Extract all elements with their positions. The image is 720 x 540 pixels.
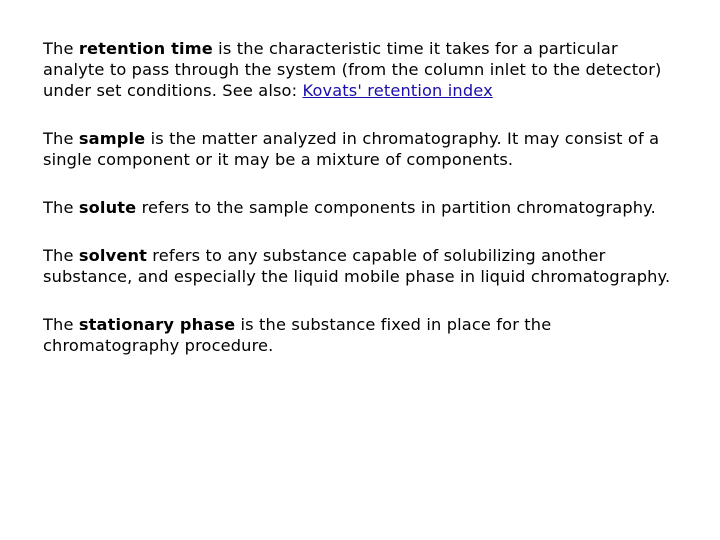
paragraph-retention-time xyxy=(43,38,683,101)
term-solvent: solvent xyxy=(78,246,148,265)
paragraph-text: is the characteristic time it takes for a particular analyte to pass through the system (from the column inlet to the detector) under set conditions. See also: xyxy=(43,39,662,100)
paragraph-solvent xyxy=(43,245,683,287)
document-body xyxy=(43,38,683,383)
paragraph-lead: The xyxy=(43,246,79,265)
paragraph-lead: The xyxy=(43,39,79,58)
paragraph-solute xyxy=(43,197,683,218)
term-solute: solute xyxy=(78,198,137,217)
term-sample: sample xyxy=(78,129,146,148)
paragraph-text: is the substance fixed in place for the chromatography procedure. xyxy=(43,315,552,355)
paragraph-text: refers to any substance capable of solubilizing another substance, and especially the liquid mobile phase in liquid chromatography. xyxy=(43,246,671,286)
term-stationary-phase: stationary phase xyxy=(78,315,236,334)
paragraph-lead: The xyxy=(43,315,79,334)
paragraph-lead: The xyxy=(43,129,79,148)
paragraph-stationary-phase xyxy=(43,314,683,356)
paragraph-lead: The xyxy=(43,198,79,217)
paragraph-sample xyxy=(43,128,683,170)
term-retention-time: retention time xyxy=(78,39,213,58)
paragraph-text: is the matter analyzed in chromatography. It may consist of a single component or it may be a mixture of components. xyxy=(43,129,660,169)
kovats-retention-index-link[interactable]: Kovats' retention index xyxy=(302,81,493,100)
paragraph-text: refers to the sample components in partition chromatography. xyxy=(136,198,656,217)
